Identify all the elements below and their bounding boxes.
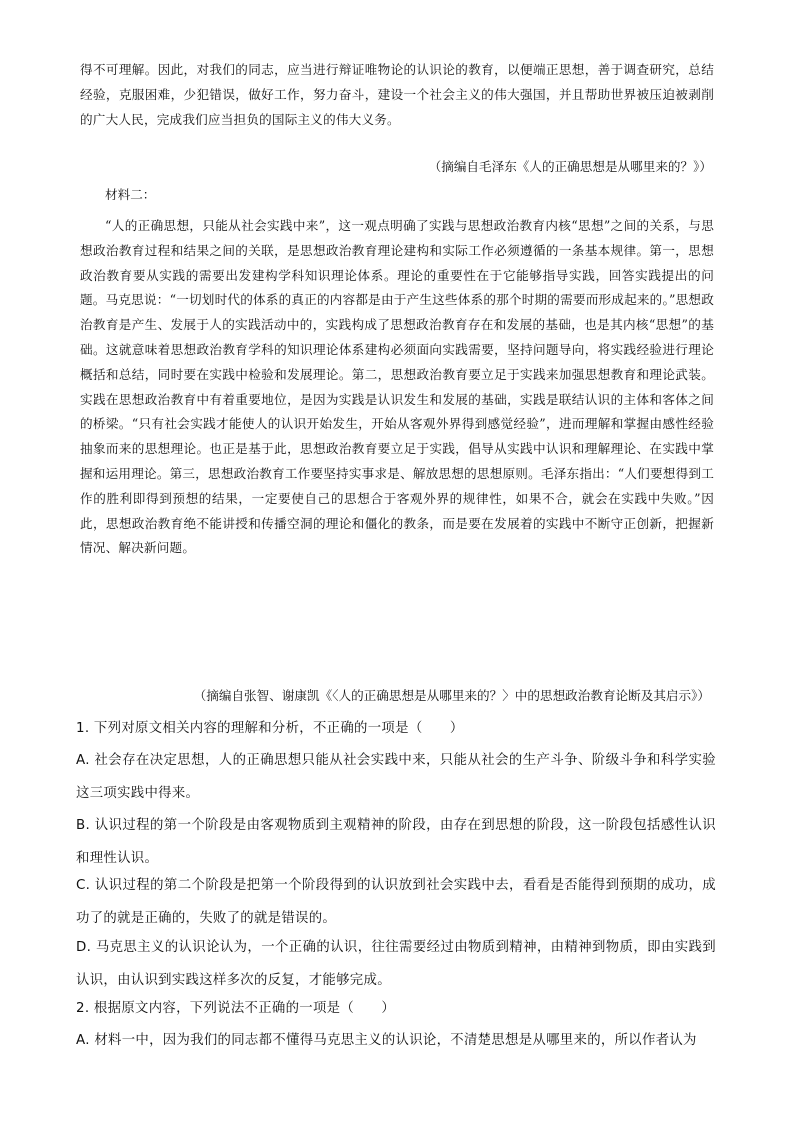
question-2-option-a-start: A. 材料一中，因为我们的同志都不懂得马克思主义的认识论，不清楚思想是从哪里来的，所以作者认为 [76,1033,697,1048]
question-1-option-d: D. 马克思主义的认识论认为，一个正确的认识，往往需要经过由物质到精神，由精神到物质，即由实践到认识，由认识到实践这样多次的反复，才能够完成。 [76,940,716,988]
material1-tail-paragraph: 得不可理解。因此，对我们的同志，应当进行辩证唯物论的认识论的教育，以便端正思想，善于调查研究，总结经验，克服困难，少犯错误，做好工作，努力奋斗，建设一个社会主义的伟大强国，并且帮助世界被压迫被剥削的广大人民，完成我们应当担负的国际主义的伟大义务。 [80,62,714,127]
question-1-stem: 1. 下列对原文相关内容的理解和分析，不正确的一项是（ ） [76,721,464,736]
material1-source: （摘编自毛泽东《人的正确思想是从哪里来的？》） [428,159,712,174]
material2-body-paragraph: “人的正确思想，只能从社会实践中来”，这一观点明确了实践与思想政治教育内核“思想”之间的关系，与思想政治教育过程和结果之间的关联，是思想政治教育理论建构和实际工作必须遵循的一条基本规律。第一，思想政治教育要从实践的需要出发建构学科知识理论体系。理论的重要性在于它能够指导实践，回答实践提出的问题。马克思说：“一切划时代的体系的真正的内容都是由于产生这些体系的那个时期的需要而形成起来的。”思想政治教育是产生、发展于人的实践活动中的，实践构成了思想政治教育存在和发展的基础，也是其内核“思想”的基础。这就意味着思想政治教育学科的知识理论体系建构必须面向实践需要，坚持问题导向，将实践经验进行理论概括和总结，同时要在实践中检验和发展理论。第二，思想政治教育要立足于实践来加强思想教育和理论武装。实践在思想政治教育中有着重要地位，是因为实践是认识发生和发展的基础，实践是联结认识的主体和客体之间的桥梁。“只有社会实践才能使人的认识开始发生，开始从客观外界得到感觉经验”，进而理解和掌握由感性经验抽象而来的思想理论。也正是基于此，思想政治教育要立足于实践，倡导从实践中认识和理解理论、在实践中掌握和运用理论。第三，思想政治教育工作要坚持实事求是、解放思想的思想原则。毛泽东指出：“人们要想得到工作的胜利即得到预想的结果，一定要使自己的思想合于客观外界的规律性，如果不合，就会在实践中失败。”因此，思想政治教育绝不能讲授和传播空洞的理论和僵化的教条，而是要在发展着的实践中不断守正创新，把握新情况、解决新问题。 [80,218,714,556]
question-1-option-c: C. 认识过程的第二个阶段是把第一个阶段得到的认识放到社会实践中去，看看是否能得到预期的成功，成功了的就是正确的，失败了的就是错误的。 [76,878,716,926]
question-2-stem: 2. 根据原文内容，下列说法不正确的一项是（ ） [76,1001,396,1016]
question-1-option-a: A. 社会存在决定思想，人的正确思想只能从社会实践中来，只能从社会的生产斗争、阶级斗争和科学实验这三项实践中得来。 [76,753,716,801]
material2-label: 材料二： [105,187,156,202]
material2-source: （摘编自张智、谢康凯《〈人的正确思想是从哪里来的？〉中的思想政治教育论断及其启示》） [193,688,710,703]
question-1-option-b: B. 认识过程的第一个阶段是由客观物质到主观精神的阶段，由存在到思想的阶段，这一阶段包括感性认识和理性认识。 [76,818,716,866]
